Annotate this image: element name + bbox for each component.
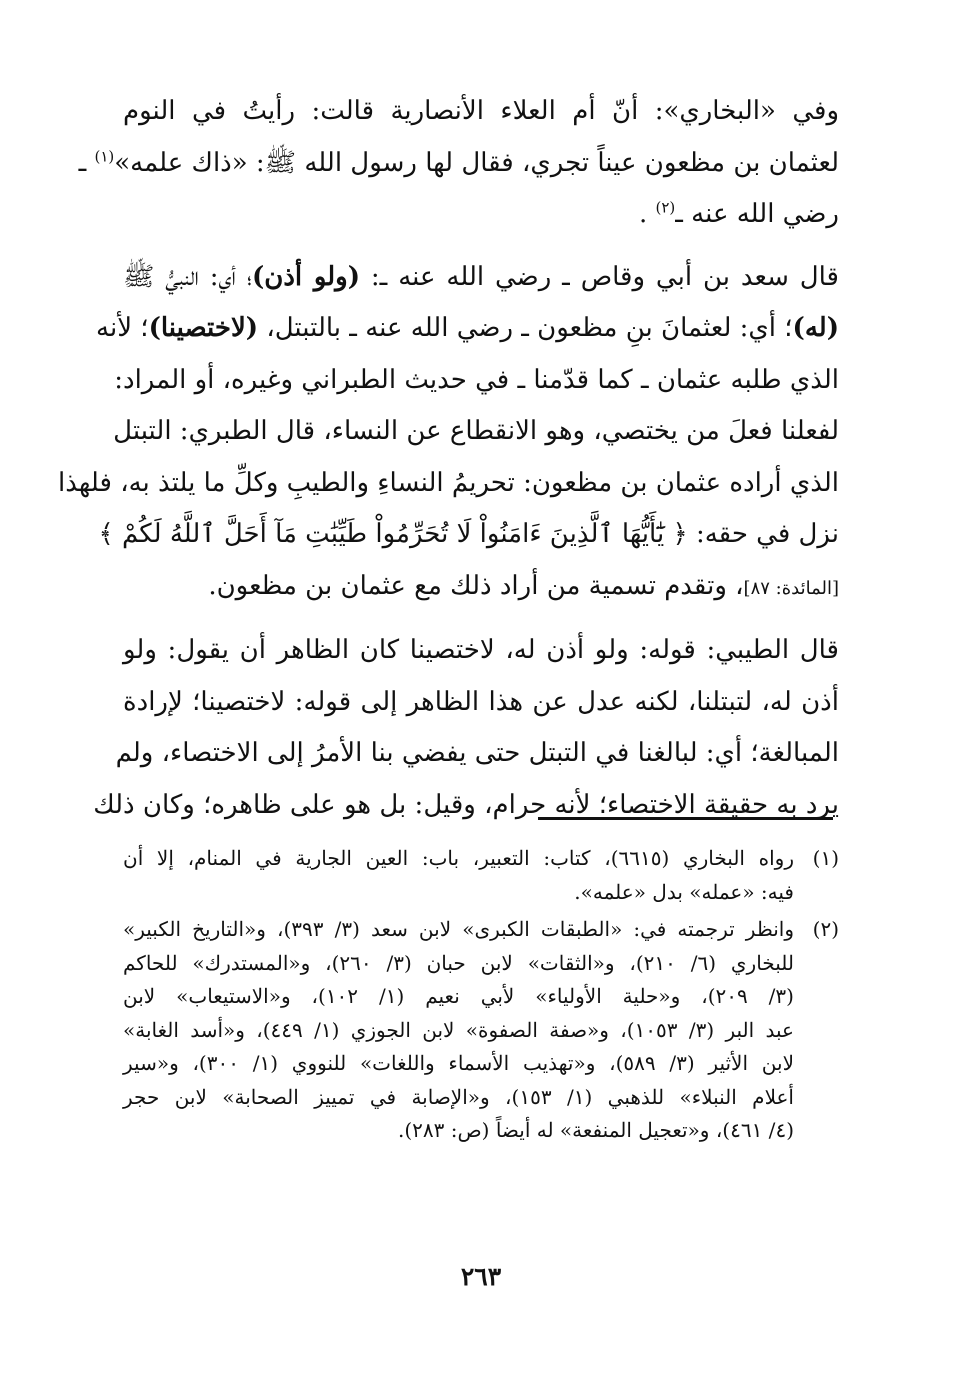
text-fragment: رضي الله عنه ـ: [675, 199, 839, 229]
paragraph-2: [58, 252, 839, 615]
footnote-line: فيه: «عمله» بدل «علمه».: [574, 879, 794, 904]
hadith-term: (له): [792, 313, 839, 343]
text-line: لفعلنا فعلَ من يختصي، وهو الانقطاع عن النساء، قال الطبري: التبتل: [113, 416, 839, 446]
text-line: المبالغة؛ أي: لبالغنا في التبتل حتى يفضي بنا الأمرُ إلى الاختصاء، ولم: [115, 738, 839, 768]
footnote-1: [123, 842, 839, 909]
text-line: [123, 252, 839, 304]
text-fragment: ؛ أي: النبيُّ ﷺ: [123, 261, 252, 292]
footnote-line: لابن الأثير (٣/ ٥٨٩)، و«تهذيب الأسماء واللغات» للنووي (١/ ٣٠٠)، و«سير: [123, 1051, 794, 1075]
text-line: [123, 189, 839, 241]
text-fragment: نزل في حقه:: [687, 519, 839, 549]
footnote-divider: [538, 817, 833, 820]
text-fragment: ـ: [78, 147, 95, 178]
text-fragment: [647, 199, 655, 229]
footnote-line: رواه البخاري (٦٦١٥)، كتاب: التعبير، باب: العين الجارية في المنام، إلا أن: [123, 846, 795, 870]
text-fragment: لعثمان بن مظعون عيناً تجري، فقال لها رسول الله ﷺ: «ذاك علمه»: [114, 147, 839, 178]
text-line: أذن له، لتبتلنا، لكنه عدل عن هذا الظاهر إلى قوله: لاختصينا؛ لإرادة: [123, 686, 839, 717]
footnote-line: للبخاري (٦/ ٢١٠)، و«الثقات» لابن حبان (٣/ ٢٦٠)، و«المستدرك» للحاكم: [123, 950, 794, 975]
text-fragment: ؛ لأنه: [96, 313, 149, 343]
text-line: [123, 561, 839, 615]
hadith-term: (لاختصينا): [148, 313, 259, 343]
text-fragment: ، وتقدم تسمية من أراد ذلك مع عثمان بن مظعون.: [208, 570, 744, 601]
footnote-number: (٢): [812, 917, 839, 941]
footnote-line: (٤/ ٤٦١)، و«تعجيل المنفعة» له أيضاً (ص: ٢٨٣).: [398, 1118, 794, 1142]
footnote-number: (١): [812, 846, 839, 870]
text-line: [78, 138, 839, 190]
footnote-line: عبد البر (٣/ ١٠٥٣)، و«صفة الصفوة» لابن الجوزي (١/ ٤٤٩)، و«أسد الغابة»: [123, 1017, 794, 1042]
text-fragment: ؛ أي: لعثمانَ بنِ مظعون ـ رضي الله عنه ـ بالتبتل،: [258, 313, 793, 343]
footnote-marker-2[interactable]: (٢): [655, 198, 676, 217]
footnote-line: وانظر ترجمته في: «الطبقات الكبرى» لابن سعد (٣/ ٣٩٣)، و«التاريخ الكبير»: [123, 917, 795, 941]
text-line: الذي أراده عثمان بن مظعون: تحريمُ النساءِ والطيبِ وكلِّ ما يلتذ به، فلهذا: [58, 467, 839, 498]
footnote-marker-1[interactable]: (١): [94, 146, 115, 165]
text-line: وفي «البخاري»: أنّ أم العلاء الأنصارية قالت: رأيتُ في النوم: [123, 96, 839, 126]
footnote-line: (٣/ ٢٠٩)، و«حلية الأولياء» لأبي نعيم (١/ ١٠٢)، و«الاستيعاب» لابن: [123, 984, 794, 1008]
footnotes: [123, 842, 839, 1152]
text-fragment: قال سعد بن أبي وقاص ـ رضي الله عنه ـ:: [360, 261, 839, 292]
text-line: [96, 303, 839, 355]
paragraph-3: [93, 625, 839, 831]
footnote-2: [123, 913, 839, 1148]
hadith-term: (ولو أذن): [251, 261, 361, 292]
text-line: يرد به حقيقة الاختصاء؛ لأنه حرام، وقيل: بل هو على ظاهره؛ وكان ذلك: [93, 789, 839, 820]
verse-reference: [المائدة: ٨٧]: [743, 577, 839, 599]
footnote-line: أعلام النبلاء» للذهبي (١/ ١٥٣)، و«الإصابة في تمييز الصحابة» لابن حجر: [123, 1084, 794, 1109]
text-fragment: .: [638, 199, 648, 229]
quran-verse: ﴿ يَٰٓأَيُّهَا ٱلَّذِينَ ءَامَنُواْ لَا تُحَرِّمُواْ طَيِّبَٰتِ مَآ أَحَلَّ ٱللَّهُ لَكُمْ ﴾: [98, 519, 688, 549]
page-number: ٢٦٣: [460, 1262, 502, 1291]
text-line: [98, 509, 839, 561]
paragraph-1: [78, 86, 839, 241]
main-text: [58, 86, 839, 842]
text-line: الذي طلبه عثمان ـ كما قدّمنا ـ في حديث الطبراني وغيره، أو المراد:: [114, 364, 839, 395]
text-line: قال الطيبي: قوله: ولو أذن له، لاختصينا كان الظاهر أن يقول: ولو: [123, 635, 839, 665]
